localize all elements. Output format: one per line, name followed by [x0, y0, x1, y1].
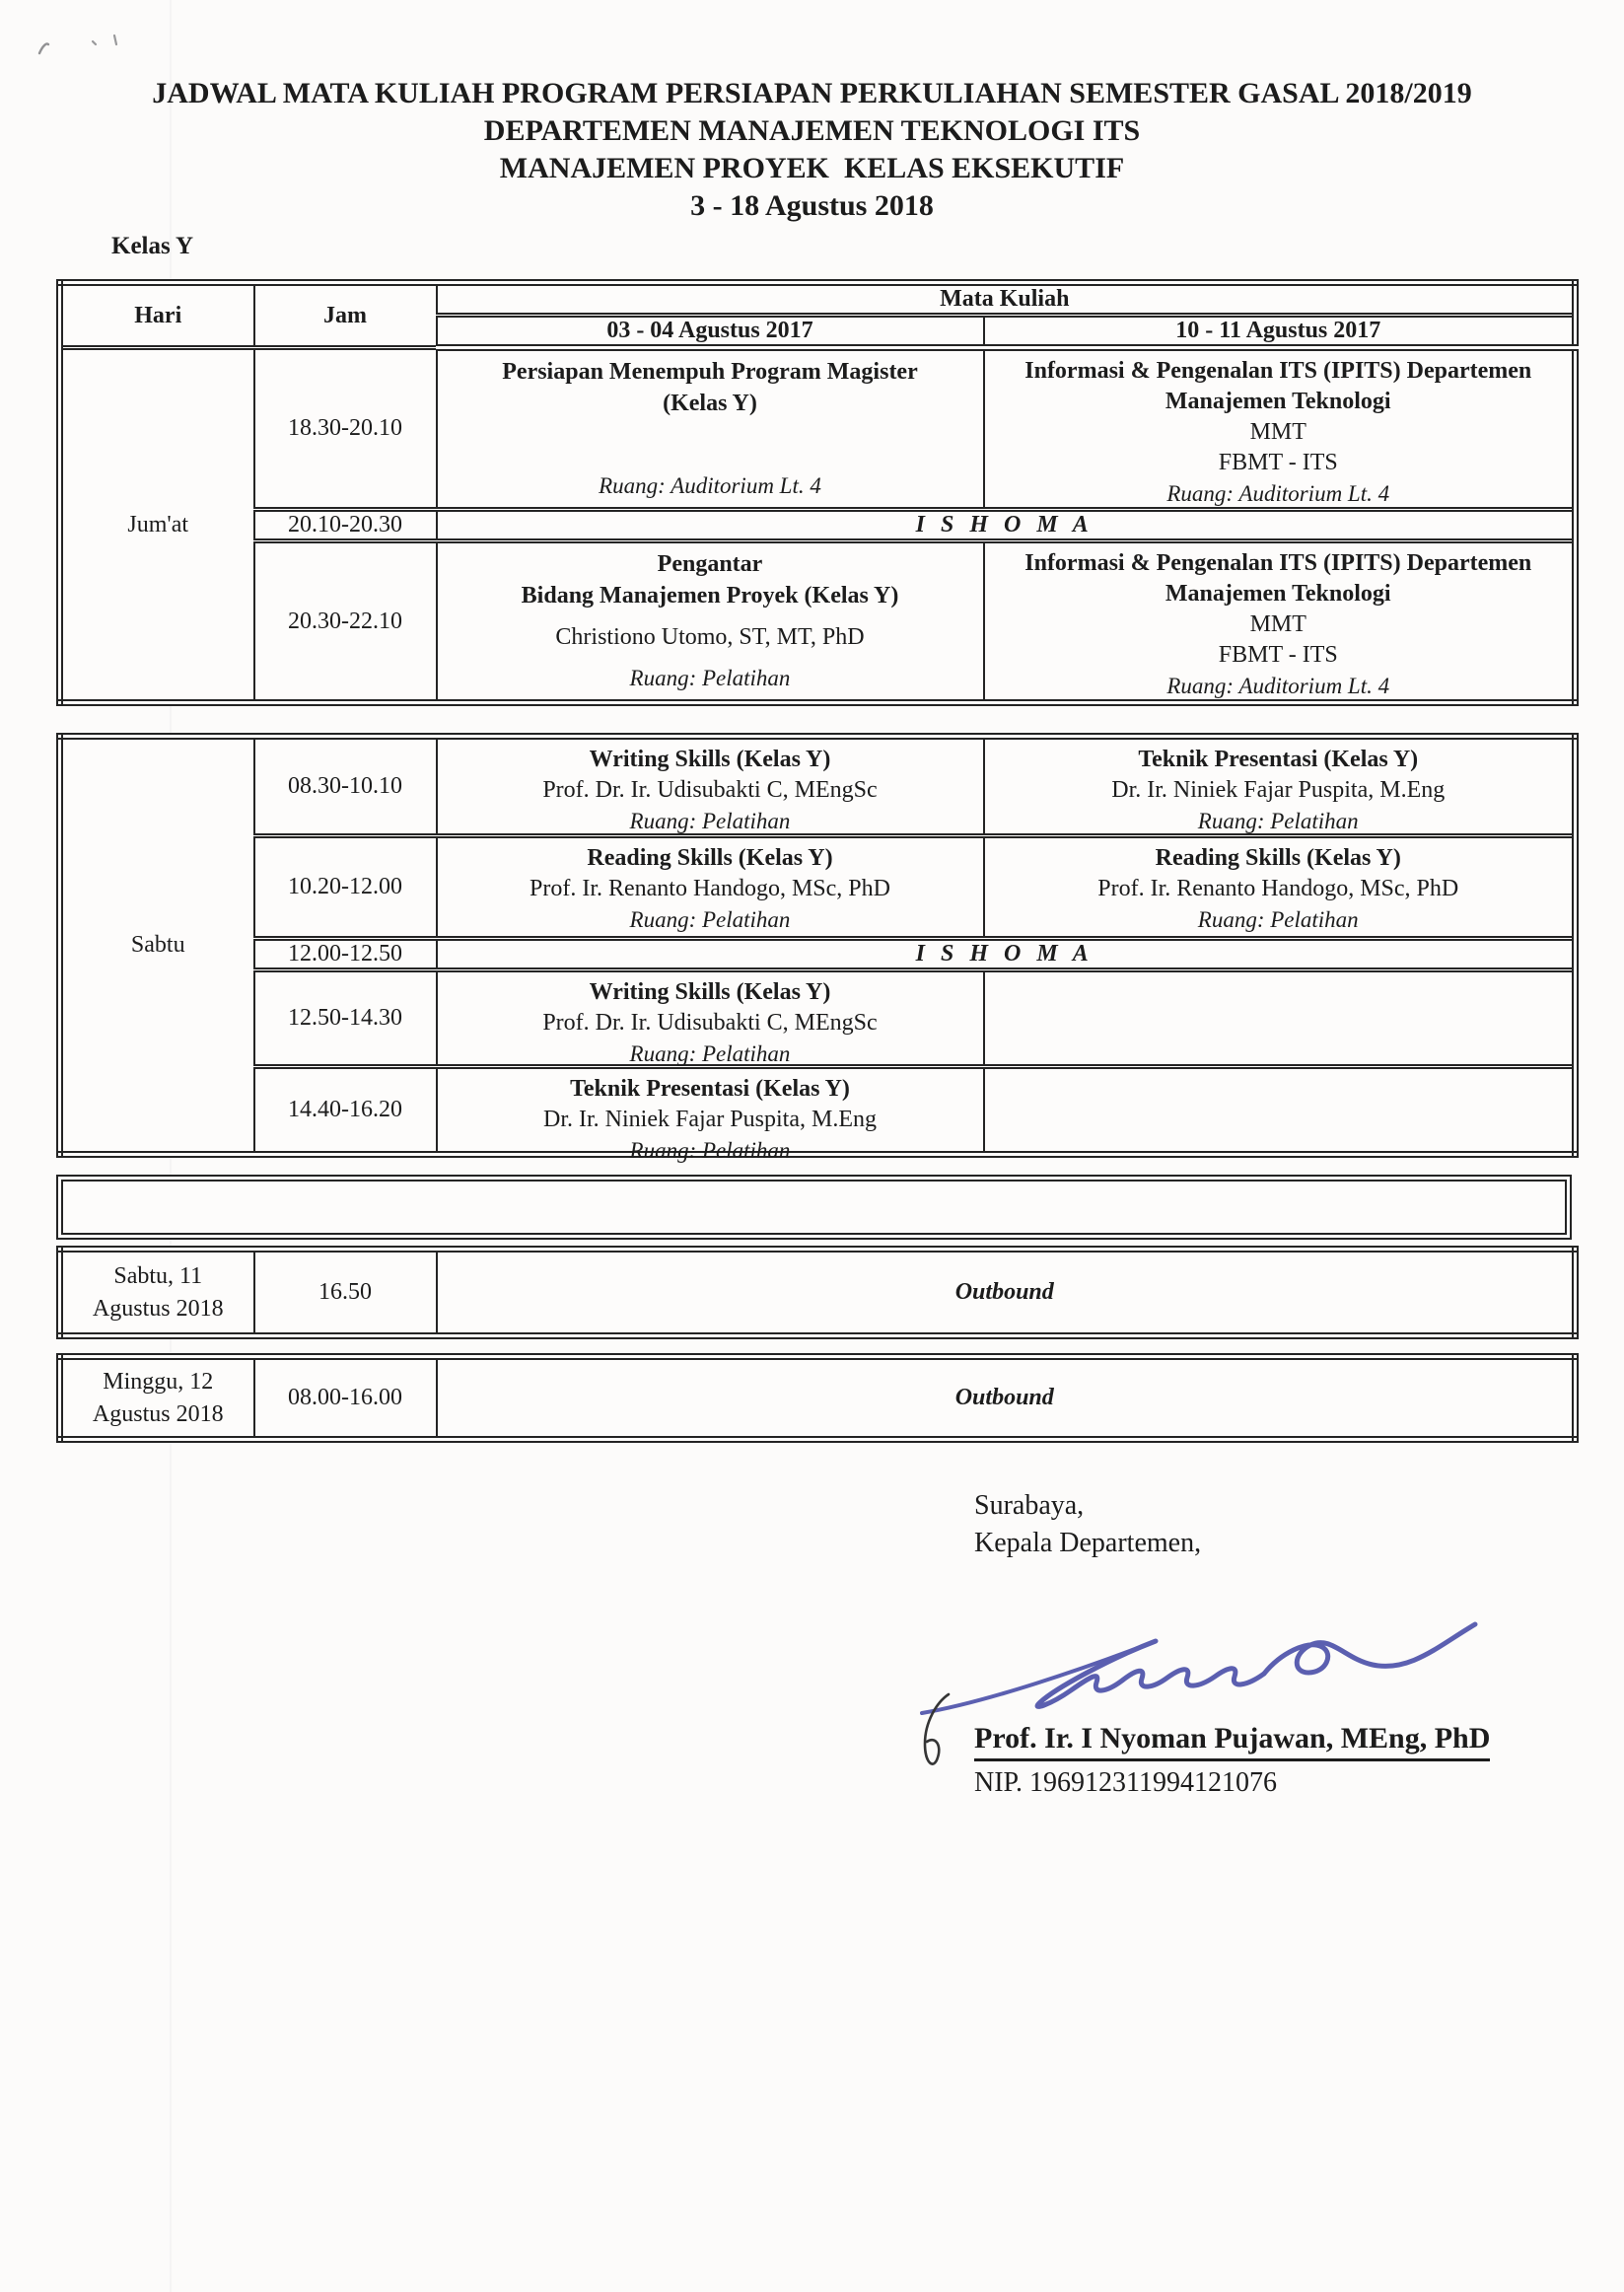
room-label: Ruang: Pelatihan: [1197, 907, 1359, 932]
course-title: Informasi & Pengenalan ITS (IPITS) Departemen: [1024, 358, 1532, 384]
course-cell-saturday-s3-week1: [437, 970, 984, 1067]
course-cell-friday-s2-week2: [984, 541, 1576, 703]
course-cell-content: [985, 543, 1573, 699]
room-label: Ruang: Pelatihan: [629, 1138, 791, 1163]
course-title: Teknik Presentasi (Kelas Y): [1138, 747, 1419, 772]
time-cell-outbound-2: 08.00-16.00: [254, 1357, 437, 1440]
course-title: Manajemen Teknologi: [1165, 581, 1391, 607]
course-cell-saturday-s1-week2: [984, 737, 1576, 836]
room-label: Ruang: Auditorium Lt. 4: [1166, 674, 1390, 698]
header-hari: Hari: [60, 283, 254, 348]
course-title: Reading Skills (Kelas Y): [587, 845, 833, 871]
day-cell-outbound-1: [60, 1250, 254, 1336]
course-title: Teknik Presentasi (Kelas Y): [570, 1076, 850, 1102]
outbound-activity: Outbound: [437, 1250, 1576, 1336]
course-cell-content: [985, 838, 1573, 936]
document-title: [0, 75, 1624, 225]
signature-nip: NIP. 196912311994121076: [974, 1767, 1277, 1798]
signature-name: Prof. Ir. I Nyoman Pujawan, MEng, PhD: [974, 1722, 1490, 1761]
title-line-1: JADWAL MATA KULIAH PROGRAM PERSIAPAN PERKULIAHAN SEMESTER GASAL 2018/2019: [152, 77, 1472, 109]
signature-city: Surabaya,: [974, 1490, 1085, 1521]
day-line: Agustus 2018: [92, 1295, 224, 1322]
pen-mark-top-left: [30, 28, 148, 63]
course-cell-saturday-s3-week2-empty: [984, 970, 1576, 1067]
room-label: Ruang: Pelatihan: [629, 1041, 791, 1066]
course-cell-content: [438, 1069, 983, 1163]
time-cell-saturday-break: 12.00-12.50: [254, 939, 437, 970]
header-week-1: 03 - 04 Agustus 2017: [437, 316, 984, 348]
course-cell-content: [438, 351, 983, 507]
ishoma-cell: I S H O M A: [437, 510, 1576, 541]
lecturer-name: Prof. Dr. Ir. Udisubakti C, MEngSc: [542, 1010, 878, 1036]
course-cell-content: [985, 740, 1573, 833]
course-cell-content: [985, 351, 1573, 507]
time-cell-saturday-session4: 14.40-16.20: [254, 1067, 437, 1155]
outbound-activity: Outbound: [437, 1357, 1576, 1440]
signature-ink: [907, 1598, 1499, 1726]
room-label: Ruang: Auditorium Lt. 4: [1166, 481, 1390, 506]
pen-mark-signature: [913, 1690, 970, 1785]
lecturer-name: Prof. Dr. Ir. Udisubakti C, MEngSc: [542, 777, 878, 803]
lecturer-name: Prof. Ir. Renanto Handogo, MSc, PhD: [1097, 876, 1459, 901]
header-week-2: 10 - 11 Agustus 2017: [984, 316, 1576, 348]
schedule-table-saturday: [56, 733, 1579, 1163]
course-title-group: [502, 356, 918, 419]
empty-row-band: [56, 1175, 1572, 1240]
class-label: Kelas Y: [111, 233, 194, 259]
time-cell-friday-break: 20.10-20.30: [254, 510, 437, 541]
day-line: Agustus 2018: [92, 1400, 224, 1427]
time-cell-saturday-session1: 08.30-10.10: [254, 737, 437, 836]
time-cell-friday-session2: 20.30-22.10: [254, 541, 437, 703]
outbound-table-2: [56, 1353, 1579, 1443]
course-title: Informasi & Pengenalan ITS (IPITS) Departemen: [1024, 550, 1532, 576]
title-line-2: DEPARTEMEN MANAJEMEN TEKNOLOGI ITS: [483, 114, 1141, 147]
course-title: Writing Skills (Kelas Y): [589, 979, 831, 1005]
outbound-table-1: [56, 1246, 1579, 1339]
day-line: Minggu, 12: [103, 1368, 214, 1395]
room-label: Ruang: Pelatihan: [1197, 809, 1359, 833]
header-jam: Jam: [254, 283, 437, 348]
lecturer-name: Dr. Ir. Niniek Fajar Puspita, M.Eng: [543, 1107, 877, 1132]
course-cell-saturday-s4-week1: [437, 1067, 984, 1163]
course-title-group: [522, 548, 899, 611]
course-cell-friday-s2-week1: [437, 541, 984, 703]
title-line-3: MANAJEMEN PROYEK KELAS EKSEKUTIF: [499, 152, 1125, 184]
course-cell-content: [438, 972, 983, 1064]
course-title: Manajemen Teknologi: [1165, 389, 1391, 414]
course-title: Persiapan Menempuh Program Magister: [502, 359, 918, 385]
room-label: Ruang: Pelatihan: [629, 809, 791, 833]
course-cell-content: [438, 838, 983, 936]
course-cell-friday-s1-week2: [984, 348, 1576, 510]
room-label: Ruang: Pelatihan: [629, 907, 791, 932]
course-line: FBMT - ITS: [1218, 642, 1338, 668]
schedule-table-friday: [56, 279, 1579, 706]
course-cell-content: [438, 740, 983, 833]
room-label: Ruang: Auditorium Lt. 4: [599, 473, 821, 498]
course-cell-saturday-s2-week1: [437, 836, 984, 939]
lecturer-name: Dr. Ir. Niniek Fajar Puspita, M.Eng: [1111, 777, 1446, 803]
time-cell-friday-session1: 18.30-20.10: [254, 348, 437, 510]
course-title: Pengantar: [657, 551, 763, 577]
course-line: MMT: [1249, 419, 1306, 445]
time-cell-outbound-1: 16.50: [254, 1250, 437, 1336]
course-line: FBMT - ITS: [1218, 450, 1338, 475]
time-cell-saturday-session2: 10.20-12.00: [254, 836, 437, 939]
course-cell-content: [438, 543, 983, 699]
course-cell-friday-s1-week1: [437, 348, 984, 510]
course-cell-saturday-s1-week1: [437, 737, 984, 836]
course-title: (Kelas Y): [663, 391, 757, 416]
course-title: Writing Skills (Kelas Y): [589, 747, 831, 772]
day-cell-friday: Jum'at: [60, 348, 254, 703]
day-line: Sabtu, 11: [113, 1262, 203, 1289]
day-cell-saturday: Sabtu: [60, 737, 254, 1155]
title-line-4: 3 - 18 Agustus 2018: [690, 189, 934, 222]
course-cell-saturday-s2-week2: [984, 836, 1576, 939]
signature-role: Kepala Departemen,: [974, 1528, 1202, 1558]
lecturer-name: Prof. Ir. Renanto Handogo, MSc, PhD: [530, 876, 890, 901]
course-line: MMT: [1249, 611, 1306, 637]
day-cell-outbound-2: [60, 1357, 254, 1440]
header-mata-kuliah: Mata Kuliah: [437, 283, 1576, 316]
course-cell-saturday-s4-week2-empty: [984, 1067, 1576, 1155]
course-title: Bidang Manajemen Proyek (Kelas Y): [521, 583, 899, 609]
ishoma-cell: I S H O M A: [437, 939, 1576, 970]
room-label: Ruang: Pelatihan: [629, 666, 791, 690]
lecturer-name: Christiono Utomo, ST, MT, PhD: [555, 623, 865, 650]
course-title: Reading Skills (Kelas Y): [1155, 845, 1401, 871]
time-cell-saturday-session3: 12.50-14.30: [254, 970, 437, 1067]
